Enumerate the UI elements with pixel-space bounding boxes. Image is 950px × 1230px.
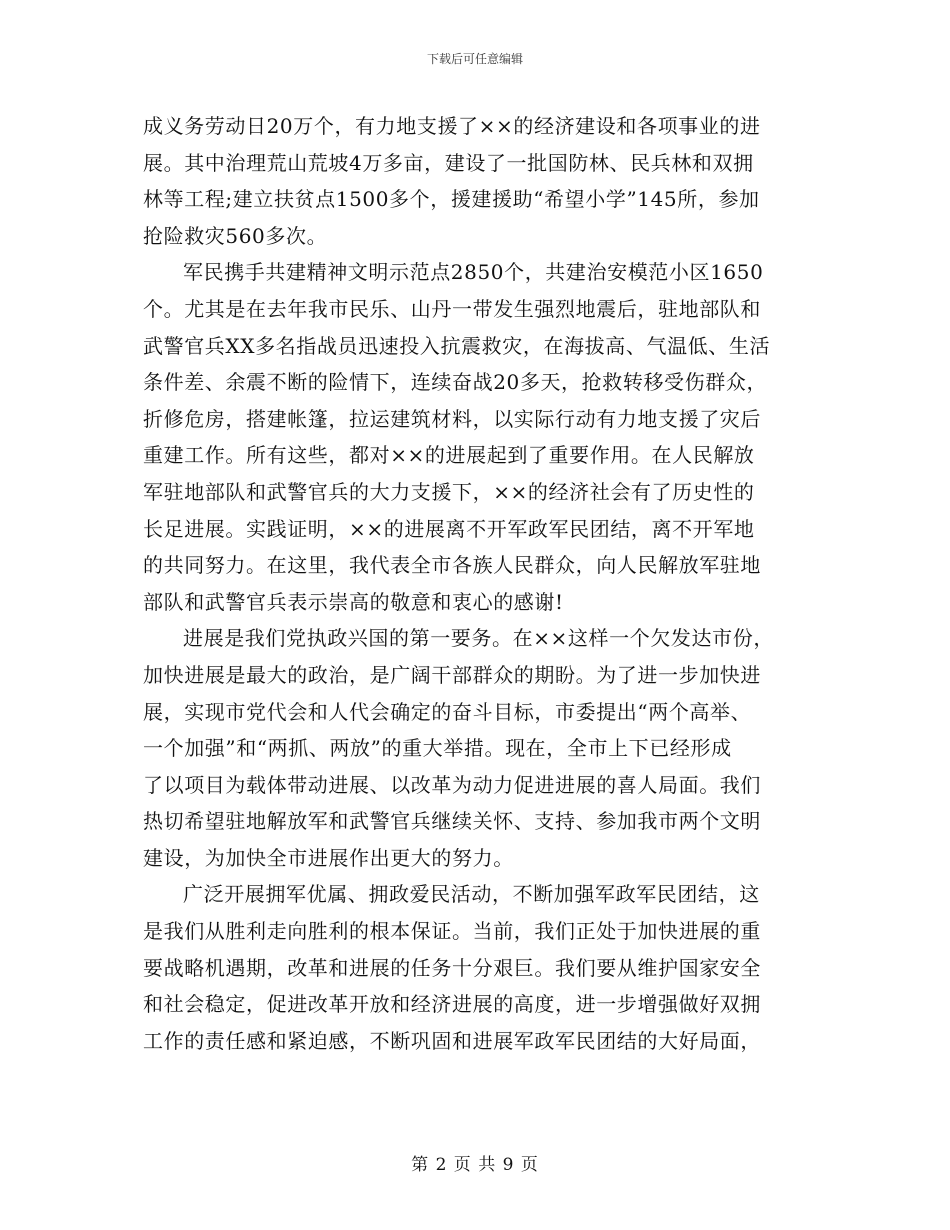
page-number: 第 2 页 共 9 页 bbox=[411, 1155, 539, 1175]
text-line: 军民携手共建精神文明示范点2850个，共建治安模范小区1650 bbox=[183, 260, 764, 285]
text-line: 成义务劳动日20万个，有力地支援了××的经济建设和各项事业的进 bbox=[143, 114, 761, 138]
text-line: 和社会稳定，促进改革开放和经济进展的高度，进一步增强做好双拥 bbox=[143, 992, 761, 1017]
text-line: 热切希望驻地解放军和武警官兵继续关怀、支持、参加我市两个文明 bbox=[143, 809, 761, 834]
text-line: 长足进展。实践证明，××的进展离不开军政军民团结，离不开军地 bbox=[143, 516, 755, 541]
text-line: 抢险救灾560多次。 bbox=[143, 223, 328, 248]
paragraph-2 bbox=[143, 254, 807, 620]
paragraph-1 bbox=[143, 108, 807, 254]
text-line: 部队和武警官兵表示崇高的敬意和衷心的感谢! bbox=[143, 589, 564, 614]
text-line: 的共同努力。在这里，我代表全市各族人民群众，向人民解放军驻地 bbox=[143, 553, 761, 578]
text-line: 展，实现市党代会和人代会确定的奋斗目标，市委提出“两个高举、 bbox=[143, 699, 752, 724]
text-line: 重建工作。所有这些，都对××的进展起到了重要作用。在人民解放 bbox=[143, 443, 755, 468]
text-line: 条件差、余震不断的险情下，连续奋战20多天，抢救转移受伤群众， bbox=[143, 370, 768, 395]
text-line: 折修危房，搭建帐篷，拉运建筑材料，以实际行动有力地支援了灾后 bbox=[143, 406, 761, 431]
text-line: 一个加强”和“两抓、两放”的重大举措。现在，全市上下已经形成 bbox=[143, 736, 732, 761]
text-line: 军驻地部队和武警官兵的大力支援下，××的经济社会有了历史性的 bbox=[143, 479, 755, 504]
page-header: 下载后可任意编辑 bbox=[426, 52, 523, 66]
text-line: 建设，为加快全市进展作出更大的努力。 bbox=[143, 845, 514, 870]
paragraph-4 bbox=[143, 876, 807, 1059]
text-line: 广泛开展拥军优属、拥政爱民活动，不断加强军政军民团结，这 bbox=[183, 882, 760, 907]
text-line: 进展是我们党执政兴国的第一要务。在××这样一个欠发达市份， bbox=[183, 626, 774, 651]
paragraph-3 bbox=[143, 620, 807, 876]
text-line: 了以项目为载体带动进展、以改革为动力促进进展的喜人局面。我们 bbox=[143, 772, 761, 797]
text-line: 工作的责任感和紧迫感，不断巩固和进展军政军民团结的大好局面， bbox=[143, 1028, 761, 1053]
document-body bbox=[143, 108, 807, 1059]
text-line: 是我们从胜利走向胜利的根本保证。当前，我们正处于加快进展的重 bbox=[143, 919, 761, 944]
text-line: 加快进展是最大的政治，是广阔干部群众的期盼。为了进一步加快进 bbox=[143, 662, 761, 687]
text-line: 武警官兵XX多名指战员迅速投入抗震救灾，在海拔高、气温低、生活 bbox=[143, 333, 771, 358]
text-line: 林等工程;建立扶贫点1500多个，援建援助“希望小学”145所，参加 bbox=[143, 187, 760, 212]
text-line: 展。其中治理荒山荒坡4万多亩，建设了一批国防林、民兵林和双拥 bbox=[143, 150, 754, 175]
text-line: 个。尤其是在去年我市民乐、山丹一带发生强烈地震后，驻地部队和 bbox=[143, 296, 761, 321]
text-line: 要战略机遇期，改革和进展的任务十分艰巨。我们要从维护国家安全 bbox=[143, 955, 761, 980]
